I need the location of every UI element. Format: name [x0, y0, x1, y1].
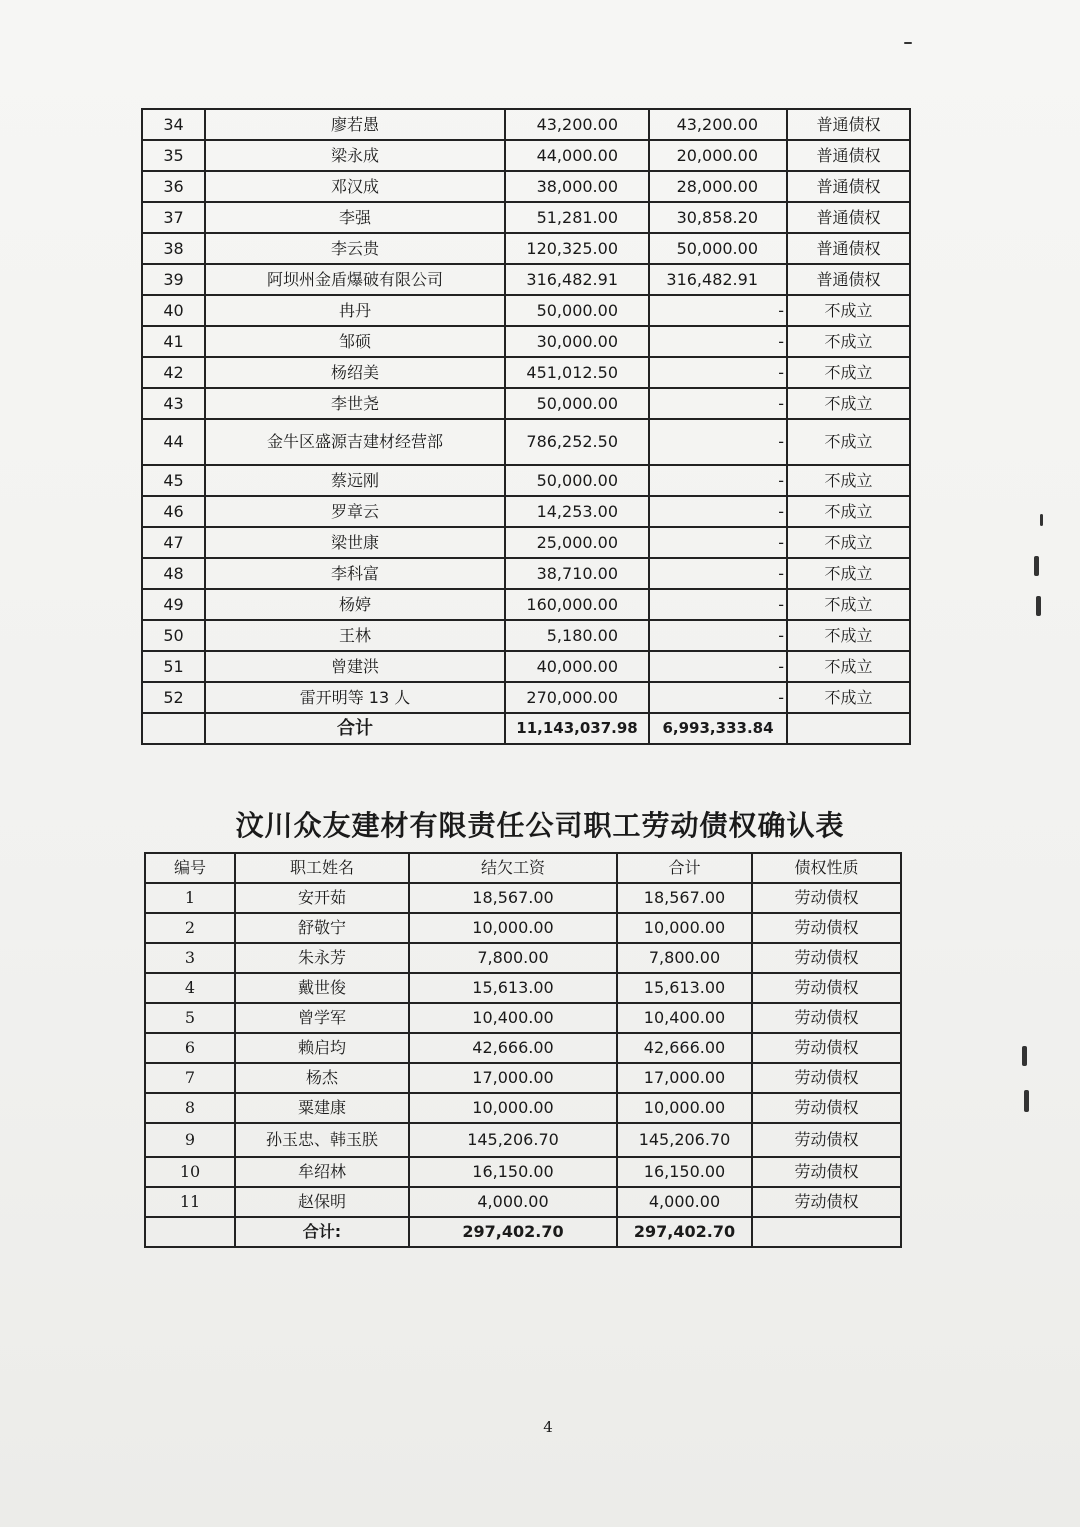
- labor-total-total: 297,402.70: [617, 1217, 752, 1247]
- employee-no: 9: [145, 1123, 235, 1157]
- claim-nature: 普通债权: [787, 140, 910, 171]
- labor-total: 10,000.00: [617, 913, 752, 943]
- claim-nature: 普通债权: [787, 264, 910, 295]
- labor-nature: 劳动债权: [752, 1157, 901, 1187]
- labor-total: 42,666.00: [617, 1033, 752, 1063]
- employee-no: 8: [145, 1093, 235, 1123]
- creditor-no: 52: [142, 682, 205, 713]
- employee-name: 粟建康: [235, 1093, 409, 1123]
- owed-wages: 145,206.70: [409, 1123, 617, 1157]
- labor-row: [145, 1157, 901, 1187]
- claimed-amount: 451,012.50: [505, 357, 649, 388]
- creditor-name: 李科富: [205, 558, 505, 589]
- creditor-row: [142, 465, 910, 496]
- creditor-row: [142, 295, 910, 326]
- claim-nature: 不成立: [787, 527, 910, 558]
- creditor-name: 金牛区盛源吉建材经营部: [205, 419, 505, 465]
- creditor-no: 49: [142, 589, 205, 620]
- creditor-name: 杨婷: [205, 589, 505, 620]
- creditor-row: [142, 171, 910, 202]
- header-nature: 债权性质: [752, 853, 901, 883]
- creditor-no: 44: [142, 419, 205, 465]
- creditor-no: 34: [142, 109, 205, 140]
- creditor-no: 46: [142, 496, 205, 527]
- labor-total: 4,000.00: [617, 1187, 752, 1217]
- header-name: 职工姓名: [235, 853, 409, 883]
- claimed-amount: 38,000.00: [505, 171, 649, 202]
- claim-nature: 不成立: [787, 388, 910, 419]
- confirmed-amount: -: [649, 419, 787, 465]
- owed-wages: 15,613.00: [409, 973, 617, 1003]
- creditor-name: 王林: [205, 620, 505, 651]
- creditor-claims-table: [141, 108, 911, 745]
- labor-total: 10,400.00: [617, 1003, 752, 1033]
- creditor-no: 41: [142, 326, 205, 357]
- labor-nature: 劳动债权: [752, 973, 901, 1003]
- creditor-name: 冉丹: [205, 295, 505, 326]
- creditor-name: 阿坝州金盾爆破有限公司: [205, 264, 505, 295]
- labor-nature: 劳动债权: [752, 1123, 901, 1157]
- creditor-row: [142, 682, 910, 713]
- employee-name: 安开茹: [235, 883, 409, 913]
- confirmed-amount: 30,858.20: [649, 202, 787, 233]
- claimed-amount: 50,000.00: [505, 388, 649, 419]
- claim-nature: 普通债权: [787, 202, 910, 233]
- creditor-name: 杨绍美: [205, 357, 505, 388]
- labor-nature: 劳动债权: [752, 1187, 901, 1217]
- owed-wages: 16,150.00: [409, 1157, 617, 1187]
- employee-name: 戴世俊: [235, 973, 409, 1003]
- confirmed-amount: 43,200.00: [649, 109, 787, 140]
- scan-mark: [1022, 1046, 1027, 1066]
- confirmed-amount: 28,000.00: [649, 171, 787, 202]
- labor-total-wages: 297,402.70: [409, 1217, 617, 1247]
- creditor-name: 雷开明等 13 人: [205, 682, 505, 713]
- claimed-amount: 50,000.00: [505, 295, 649, 326]
- labor-row: [145, 1003, 901, 1033]
- confirmed-amount: 316,482.91: [649, 264, 787, 295]
- scan-mark: [904, 42, 912, 44]
- creditor-row: [142, 651, 910, 682]
- confirmed-amount: -: [649, 527, 787, 558]
- labor-claims-table: [144, 852, 902, 1248]
- labor-total-nature-empty: [752, 1217, 901, 1247]
- labor-total: 7,800.00: [617, 943, 752, 973]
- creditor-row: [142, 496, 910, 527]
- header-total: 合计: [617, 853, 752, 883]
- claim-nature: 不成立: [787, 419, 910, 465]
- claimed-amount: 25,000.00: [505, 527, 649, 558]
- claimed-amount: 316,482.91: [505, 264, 649, 295]
- creditor-name: 李世尧: [205, 388, 505, 419]
- creditor-no: 42: [142, 357, 205, 388]
- labor-header-row: [145, 853, 901, 883]
- creditor-row: [142, 558, 910, 589]
- claimed-amount: 40,000.00: [505, 651, 649, 682]
- creditor-no: 35: [142, 140, 205, 171]
- labor-total-row: [145, 1217, 901, 1247]
- owed-wages: 10,400.00: [409, 1003, 617, 1033]
- labor-total: 18,567.00: [617, 883, 752, 913]
- claim-nature: 不成立: [787, 558, 910, 589]
- claim-nature: 普通债权: [787, 171, 910, 202]
- labor-nature: 劳动债权: [752, 1063, 901, 1093]
- creditor-no: 40: [142, 295, 205, 326]
- confirmed-amount: -: [649, 682, 787, 713]
- creditor-total-row: [142, 713, 910, 744]
- claimed-amount: 38,710.00: [505, 558, 649, 589]
- creditor-name: 罗章云: [205, 496, 505, 527]
- header-wages: 结欠工资: [409, 853, 617, 883]
- labor-total: 145,206.70: [617, 1123, 752, 1157]
- scan-mark: [1036, 596, 1041, 616]
- creditor-no: 39: [142, 264, 205, 295]
- labor-total-empty: [145, 1217, 235, 1247]
- claim-nature: 普通债权: [787, 233, 910, 264]
- total-empty-cell: [142, 713, 205, 744]
- labor-claims-title: 汶川众友建材有限责任公司职工劳动债权确认表: [235, 809, 845, 842]
- employee-no: 4: [145, 973, 235, 1003]
- confirmed-amount: -: [649, 496, 787, 527]
- labor-nature: 劳动债权: [752, 1003, 901, 1033]
- owed-wages: 10,000.00: [409, 1093, 617, 1123]
- claim-nature: 普通债权: [787, 109, 910, 140]
- creditor-name: 蔡远刚: [205, 465, 505, 496]
- labor-nature: 劳动债权: [752, 943, 901, 973]
- labor-total: 10,000.00: [617, 1093, 752, 1123]
- confirmed-amount: 20,000.00: [649, 140, 787, 171]
- employee-no: 7: [145, 1063, 235, 1093]
- confirmed-amount: -: [649, 589, 787, 620]
- owed-wages: 10,000.00: [409, 913, 617, 943]
- creditor-row: [142, 202, 910, 233]
- total-label: 合计: [205, 713, 505, 744]
- labor-row: [145, 1093, 901, 1123]
- labor-row: [145, 883, 901, 913]
- creditor-no: 43: [142, 388, 205, 419]
- scan-mark: [1040, 514, 1043, 526]
- creditor-row: [142, 264, 910, 295]
- claim-nature: 不成立: [787, 496, 910, 527]
- claim-nature: 不成立: [787, 651, 910, 682]
- confirmed-amount: -: [649, 465, 787, 496]
- creditor-name: 曾建洪: [205, 651, 505, 682]
- creditor-claims-body: [142, 109, 910, 713]
- confirmed-amount: -: [649, 620, 787, 651]
- creditor-name: 梁世康: [205, 527, 505, 558]
- creditor-no: 51: [142, 651, 205, 682]
- claimed-amount: 160,000.00: [505, 589, 649, 620]
- labor-nature: 劳动债权: [752, 883, 901, 913]
- page-number: 4: [543, 1418, 553, 1436]
- total-confirmed-amount: 6,993,333.84: [649, 713, 787, 744]
- creditor-name: 李云贵: [205, 233, 505, 264]
- labor-row: [145, 943, 901, 973]
- creditor-name: 邹硕: [205, 326, 505, 357]
- employee-name: 杨杰: [235, 1063, 409, 1093]
- creditor-row: [142, 527, 910, 558]
- creditor-no: 37: [142, 202, 205, 233]
- confirmed-amount: -: [649, 295, 787, 326]
- employee-no: 3: [145, 943, 235, 973]
- employee-name: 孙玉忠、韩玉朕: [235, 1123, 409, 1157]
- employee-no: 1: [145, 883, 235, 913]
- claimed-amount: 5,180.00: [505, 620, 649, 651]
- owed-wages: 17,000.00: [409, 1063, 617, 1093]
- labor-row: [145, 913, 901, 943]
- claim-nature: 不成立: [787, 357, 910, 388]
- scan-mark: [1034, 556, 1039, 576]
- claimed-amount: 120,325.00: [505, 233, 649, 264]
- employee-no: 5: [145, 1003, 235, 1033]
- creditor-row: [142, 589, 910, 620]
- claimed-amount: 44,000.00: [505, 140, 649, 171]
- labor-total: 17,000.00: [617, 1063, 752, 1093]
- creditor-name: 梁永成: [205, 140, 505, 171]
- confirmed-amount: -: [649, 326, 787, 357]
- creditor-row: [142, 109, 910, 140]
- claim-nature: 不成立: [787, 295, 910, 326]
- claimed-amount: 30,000.00: [505, 326, 649, 357]
- owed-wages: 7,800.00: [409, 943, 617, 973]
- labor-total: 15,613.00: [617, 973, 752, 1003]
- confirmed-amount: -: [649, 357, 787, 388]
- creditor-row: [142, 233, 910, 264]
- claimed-amount: 43,200.00: [505, 109, 649, 140]
- claim-nature: 不成立: [787, 589, 910, 620]
- employee-no: 2: [145, 913, 235, 943]
- claimed-amount: 51,281.00: [505, 202, 649, 233]
- labor-row: [145, 973, 901, 1003]
- creditor-no: 50: [142, 620, 205, 651]
- confirmed-amount: -: [649, 651, 787, 682]
- scan-mark: [1024, 1090, 1029, 1112]
- claimed-amount: 50,000.00: [505, 465, 649, 496]
- creditor-no: 47: [142, 527, 205, 558]
- employee-no: 10: [145, 1157, 235, 1187]
- creditor-no: 48: [142, 558, 205, 589]
- total-claimed-amount: 11,143,037.98: [505, 713, 649, 744]
- labor-row: [145, 1033, 901, 1063]
- owed-wages: 4,000.00: [409, 1187, 617, 1217]
- employee-no: 11: [145, 1187, 235, 1217]
- labor-nature: 劳动债权: [752, 1033, 901, 1063]
- labor-total: 16,150.00: [617, 1157, 752, 1187]
- labor-nature: 劳动债权: [752, 913, 901, 943]
- creditor-row: [142, 419, 910, 465]
- creditor-row: [142, 388, 910, 419]
- claim-nature: 不成立: [787, 620, 910, 651]
- creditor-row: [142, 140, 910, 171]
- creditor-row: [142, 357, 910, 388]
- labor-row: [145, 1123, 901, 1157]
- creditor-row: [142, 326, 910, 357]
- employee-name: 曾学军: [235, 1003, 409, 1033]
- creditor-no: 38: [142, 233, 205, 264]
- creditor-name: 廖若愚: [205, 109, 505, 140]
- owed-wages: 18,567.00: [409, 883, 617, 913]
- employee-name: 赵保明: [235, 1187, 409, 1217]
- employee-no: 6: [145, 1033, 235, 1063]
- labor-total-label: 合计:: [235, 1217, 409, 1247]
- creditor-no: 36: [142, 171, 205, 202]
- claim-nature: 不成立: [787, 326, 910, 357]
- labor-row: [145, 1187, 901, 1217]
- owed-wages: 42,666.00: [409, 1033, 617, 1063]
- employee-name: 牟绍林: [235, 1157, 409, 1187]
- header-no: 编号: [145, 853, 235, 883]
- creditor-no: 45: [142, 465, 205, 496]
- employee-name: 赖启均: [235, 1033, 409, 1063]
- claim-nature: 不成立: [787, 465, 910, 496]
- total-nature-empty: [787, 713, 910, 744]
- confirmed-amount: -: [649, 388, 787, 419]
- claimed-amount: 786,252.50: [505, 419, 649, 465]
- creditor-name: 李强: [205, 202, 505, 233]
- labor-claims-body: [145, 883, 901, 1217]
- creditor-row: [142, 620, 910, 651]
- claim-nature: 不成立: [787, 682, 910, 713]
- employee-name: 舒敬宁: [235, 913, 409, 943]
- labor-row: [145, 1063, 901, 1093]
- claimed-amount: 270,000.00: [505, 682, 649, 713]
- confirmed-amount: 50,000.00: [649, 233, 787, 264]
- claimed-amount: 14,253.00: [505, 496, 649, 527]
- labor-nature: 劳动债权: [752, 1093, 901, 1123]
- employee-name: 朱永芳: [235, 943, 409, 973]
- creditor-name: 邓汉成: [205, 171, 505, 202]
- confirmed-amount: -: [649, 558, 787, 589]
